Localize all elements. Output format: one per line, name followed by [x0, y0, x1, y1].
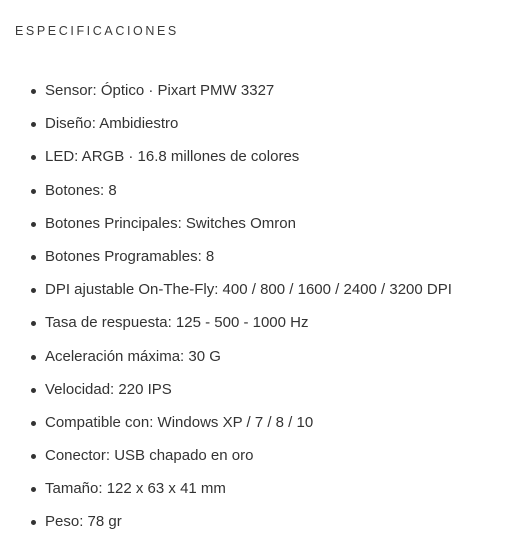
spec-item-speed: [0, 380, 452, 413]
spec-text: Tamaño: 122 x 63 x 41 mm: [45, 480, 226, 498]
spec-item-compatibility: [0, 413, 452, 446]
spec-text: Botones: 8: [45, 181, 117, 199]
spec-text: Diseño: Ambidiestro: [45, 115, 179, 133]
bullet-icon: [31, 155, 36, 160]
section-title: ESPECIFICACIONES: [15, 24, 179, 38]
spec-item-design: [0, 114, 452, 147]
bullet-icon: [31, 355, 36, 360]
bullet-icon: [31, 122, 36, 127]
spec-text: Aceleración máxima: 30 G: [45, 347, 221, 365]
specifications-list: [0, 81, 452, 546]
spec-item-polling-rate: [0, 313, 452, 346]
bullet-icon: [31, 388, 36, 393]
spec-text: Sensor: Óptico · Pixart PMW 3327: [45, 82, 275, 99]
spec-item-size: [0, 479, 452, 512]
spec-text: Compatible con: Windows XP / 7 / 8 / 10: [45, 413, 314, 431]
spec-item-connector: [0, 446, 452, 479]
bullet-icon: [31, 520, 36, 525]
spec-text: LED: ARGB · 16.8 millones de colores: [45, 148, 300, 166]
bullet-icon: [31, 189, 36, 194]
bullet-icon: [31, 288, 36, 293]
spec-item-acceleration: [0, 347, 452, 380]
spec-item-main-buttons: [0, 214, 452, 247]
bullet-icon: [31, 421, 36, 426]
bullet-icon: [31, 89, 36, 94]
spec-item-dpi: [0, 280, 452, 313]
spec-item-led: [0, 147, 452, 180]
spec-text: Botones Programables: 8: [45, 247, 215, 265]
spec-item-programmable-buttons: [0, 247, 452, 280]
spec-text: Tasa de respuesta: 125 - 500 - 1000 Hz: [45, 314, 309, 332]
bullet-icon: [31, 255, 36, 260]
spec-text: Velocidad: 220 IPS: [45, 380, 172, 398]
spec-text: Conector: USB chapado en oro: [45, 447, 254, 465]
bullet-icon: [31, 222, 36, 227]
spec-item-buttons: [0, 181, 452, 214]
spec-text: DPI ajustable On-The-Fly: 400 / 800 / 1600 / 2400 / 3200 DPI: [45, 281, 452, 299]
spec-item-weight: [0, 512, 452, 545]
bullet-icon: [31, 321, 36, 326]
spec-text: Peso: 78 gr: [45, 513, 122, 531]
spec-item-sensor: [0, 81, 452, 114]
bullet-icon: [31, 454, 36, 459]
spec-text: Botones Principales: Switches Omron: [45, 214, 296, 232]
bullet-icon: [31, 487, 36, 492]
